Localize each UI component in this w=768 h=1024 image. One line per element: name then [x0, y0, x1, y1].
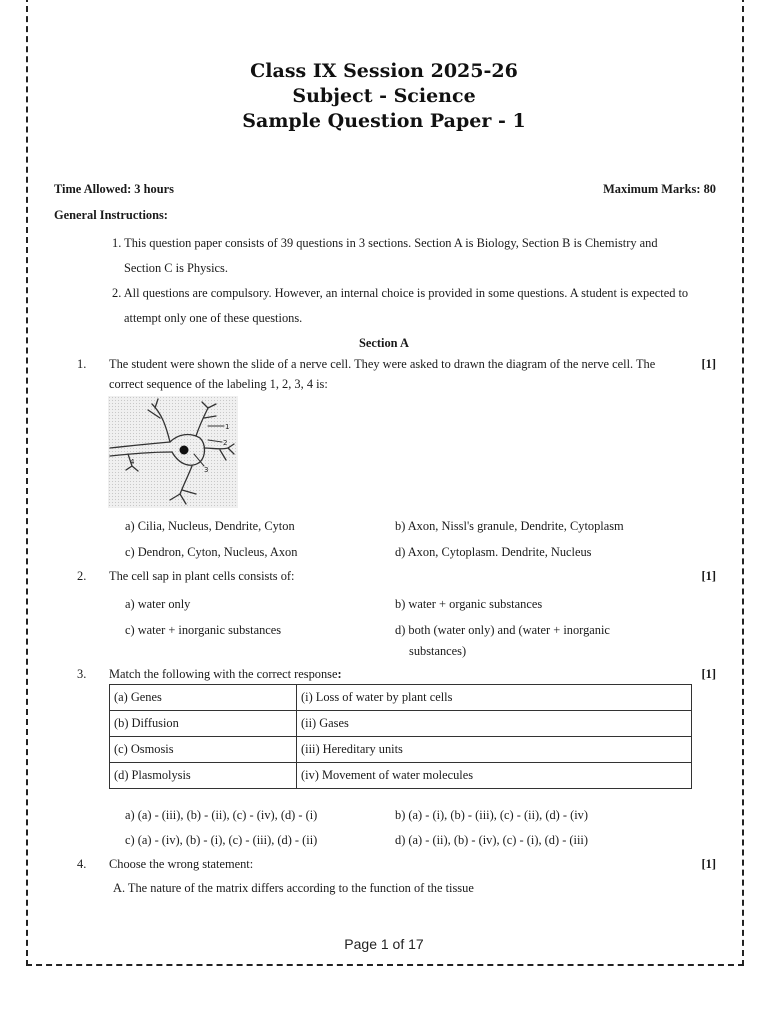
question-1-text-line1: The student were shown the slide of a nerve cell. They were asked to drawn the diagram of the nerve cell. The	[109, 357, 656, 371]
question-3-option-c: c) (a) - (iv), (b) - (i), (c) - (iii), (d) - (ii)	[125, 833, 318, 847]
table-row	[110, 685, 692, 711]
question-3-text: Match the following with the correct response:	[109, 667, 342, 681]
question-1-option-b: b) Axon, Nissl's granule, Dendrite, Cytoplasm	[395, 519, 624, 533]
question-2-text: The cell sap in plant cells consists of:	[109, 569, 295, 583]
table-row	[110, 737, 692, 763]
table-cell: (ii) Gases	[297, 711, 692, 737]
question-1-option-c: c) Dendron, Cyton, Nucleus, Axon	[125, 545, 298, 559]
table-cell: (a) Genes	[110, 685, 297, 711]
question-3-marks: [1]	[701, 667, 716, 681]
table-row	[110, 711, 692, 737]
question-2-option-c: c) water + inorganic substances	[125, 623, 282, 637]
question-1-text-line2: correct sequence of the labeling 1, 2, 3, 4 is:	[109, 377, 328, 391]
axon-branch	[110, 452, 172, 456]
instruction-1-line1: 1. This question paper consists of 39 questions in 3 sections. Section A is Biology, Section B is Chemistry and	[112, 236, 658, 250]
figure-label-4: 4	[130, 458, 135, 466]
nerve-cell-figure	[108, 396, 238, 508]
question-1-option-a: a) Cilia, Nucleus, Dendrite, Cyton	[125, 519, 295, 533]
figure-label-3: 3	[204, 466, 209, 474]
label-leader	[194, 426, 224, 466]
figure-label-2: 2	[223, 439, 228, 447]
dendrite	[204, 444, 234, 460]
nerve-cell-diagram	[108, 396, 238, 508]
question-2-option-d-line1: d) both (water only) and (water + inorganic	[395, 623, 610, 637]
question-2-option-d-line2: substances)	[409, 644, 467, 658]
question-2-option-a: a) water only	[125, 597, 191, 611]
time-allowed: Time Allowed: 3 hours	[54, 182, 174, 196]
question-3-option-a: a) (a) - (iii), (b) - (ii), (c) - (iv), (d) - (i)	[125, 808, 318, 822]
question-1-number: 1.	[77, 357, 87, 371]
nucleus	[180, 446, 189, 455]
question-4-text: Choose the wrong statement:	[109, 857, 254, 871]
page-number: Page 1 of 17	[344, 936, 424, 952]
instruction-2-line1: 2. All questions are compulsory. However, an internal choice is provided in some questions. A student is expected to	[112, 286, 689, 300]
question-2-option-b: b) water + organic substances	[395, 597, 543, 611]
table-cell: (b) Diffusion	[110, 711, 297, 737]
table-cell: (c) Osmosis	[110, 737, 297, 763]
table-cell: (iii) Hereditary units	[297, 737, 692, 763]
question-1-marks: [1]	[701, 357, 716, 371]
table-cell: (i) Loss of water by plant cells	[297, 685, 692, 711]
question-1-option-d: d) Axon, Cytoplasm. Dendrite, Nucleus	[395, 545, 592, 559]
question-3-option-d: d) (a) - (ii), (b) - (iv), (c) - (i), (d) - (iii)	[395, 833, 588, 847]
match-table	[109, 684, 692, 789]
axon-branch	[110, 442, 170, 448]
dendrite	[196, 402, 216, 436]
paper-title-sample: Sample Question Paper - 1	[242, 110, 526, 132]
maximum-marks: Maximum Marks: 80	[603, 182, 716, 196]
question-2-marks: [1]	[701, 569, 716, 583]
dendrite	[170, 466, 196, 504]
question-4-number: 4.	[77, 857, 87, 871]
question-3-option-b: b) (a) - (i), (b) - (iii), (c) - (ii), (d) - (iv)	[395, 808, 588, 822]
table-cell: (iv) Movement of water molecules	[297, 763, 692, 789]
instruction-2-line2: attempt only one of these questions.	[124, 311, 303, 325]
question-3-number: 3.	[77, 667, 87, 681]
table-cell: (d) Plasmolysis	[110, 763, 297, 789]
figure-label-1: 1	[225, 423, 230, 431]
instruction-1-line2: Section C is Physics.	[124, 261, 228, 275]
question-4-statement-a: A. The nature of the matrix differs according to the function of the tissue	[113, 881, 474, 895]
section-a-heading: Section A	[359, 336, 409, 350]
general-instructions-heading: General Instructions:	[54, 208, 168, 222]
paper-title-subject: Subject - Science	[292, 85, 476, 107]
question-2-number: 2.	[77, 569, 87, 583]
table-row	[110, 763, 692, 789]
dendrite	[148, 399, 170, 442]
question-4-marks: [1]	[701, 857, 716, 871]
paper-title-class: Class IX Session 2025-26	[250, 60, 518, 82]
